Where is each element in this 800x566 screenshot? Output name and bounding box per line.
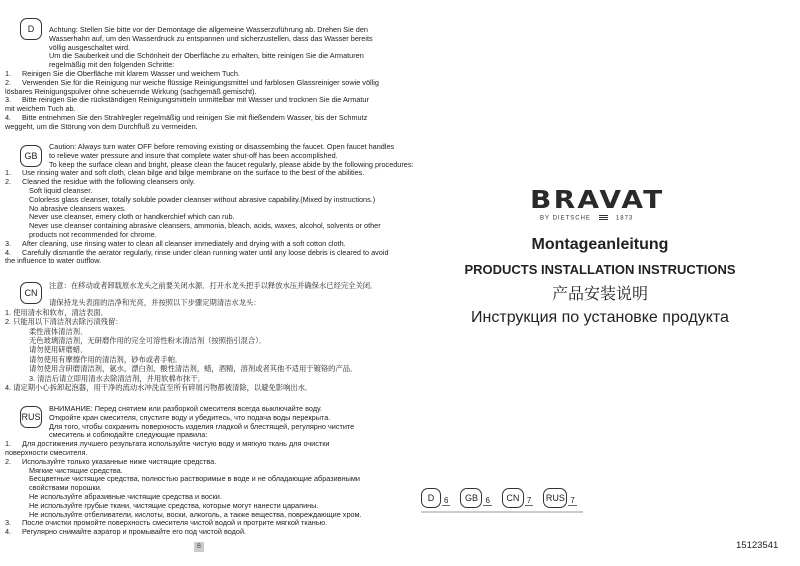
- title-en: PRODUCTS INSTALLATION INSTRUCTIONS: [464, 262, 736, 277]
- index-badge-rus: RUS: [543, 488, 567, 508]
- index-badge-cn: CN: [502, 488, 524, 508]
- text-line: Бесцветные чистящие средства, полностью растворимые в воде и не обладающие абразивными: [29, 474, 360, 484]
- brand-tagline-right: 1873: [615, 215, 634, 222]
- text-line: 4. Регулярно снимайте аэратор и промывайте его под чистой водой.: [5, 527, 247, 537]
- text-line: 3. Bitte reinigen Sie die rückständigen Reinigungsmitteln unmittelbar mit Wasser und trocknen Sie die Armatur: [5, 95, 369, 105]
- text-line: 3. 清洁后请立即用清水去除清洁剂，并用软棉布抹干．: [29, 373, 205, 383]
- text-line: 请保持龙头表面的洁净和光亮，并按照以下步骤定期清洁水龙头：: [49, 298, 261, 308]
- text-line: 4. Carefully dismantle the aerator regularly, rinse under clean running water until any loose debris is cleared to avoid: [5, 247, 389, 257]
- text-line: 注意：在移动或者卸载原水龙头之前要关闭水源．打开水龙头把手以释放水压并确保水已经完全关闭．: [49, 281, 378, 290]
- text-line: Colorless glass cleanser, totally soluble powder cleanser without abrasive capability.(Mixed by instructions.): [29, 194, 376, 204]
- title-de: Montageanleitung: [531, 236, 669, 253]
- text-line: Never use cleanser, emery cloth or handkerchief which can rub.: [29, 212, 235, 222]
- text-line: Achtung: Stellen Sie bitte vor der Demontage die allgemeine Wasserzuführung ab. Drehen Sie den: [49, 25, 368, 34]
- language-index: [421, 488, 579, 508]
- text-line: To keep the surface clean and bright, please clean the faucet regularly, please abide by the following procedures:: [49, 159, 414, 169]
- text-line: 柔性液体清洁剂．: [29, 326, 88, 336]
- divider: [421, 511, 583, 513]
- index-page-cn: 7: [526, 495, 532, 505]
- text-line: the influence to water outflow.: [5, 256, 102, 266]
- text-line: свойствами порошки.: [29, 483, 102, 493]
- text-line: 1. Reinigen Sie die Oberfläche mit klarem Wasser und weichem Tuch.: [5, 69, 240, 78]
- text-line: 4. Bitte entnehmen Sie den Strahlregler regelmäßig und reinigen Sie mit fließendem Wasser, bis der Schmutz: [5, 113, 368, 122]
- text-line: völlig ausgeschaltet wird.: [49, 42, 131, 52]
- text-line: 请勿使用有摩擦作用的清洁剂，砂布或者手帕．: [29, 354, 183, 364]
- text-line: Мягкие чистящие средства.: [29, 465, 123, 475]
- text-line: Um die Sauberkeit und die Schönheit der Oberfläche zu erhalten, bitte reinigen Sie die Armaturen: [49, 51, 364, 61]
- text-line: Не используйте грубые ткани, чистящие средства, которые могут нанести царапины.: [29, 500, 319, 510]
- text-line: 请勿使用含研磨清洁剂，氨水，漂白剂，酸性清洁剂，蜡，酒精，溶剂或者其他不适用于镀铬的产品．: [29, 364, 358, 374]
- title-ru: Инструкция по установке продукта: [471, 309, 729, 326]
- text-line: 4. 请定期小心拆卸起泡器，用干净的流动水冲洗直至所有碎屑污物都被清除，以避免影响出水．: [5, 383, 313, 392]
- text-line: 2. Verwenden Sie für die Reinigung nur weiche flüssige Reinigungsmittel und farblosen Glassreiniger sowie völlig: [5, 77, 379, 87]
- text-line: смеситель и соблюдайте следующие правила:: [49, 430, 208, 440]
- text-line: Caution: Always turn water OFF before removing existing or disassembing the faucet. Open faucet handles: [49, 142, 395, 151]
- brand-logo: BRAVAT: [530, 185, 665, 214]
- index-badge-gb: GB: [460, 488, 482, 508]
- text-line: Откройте кран смесителя, спустите воду и убедитесь, что подача воды перекрыта.: [49, 412, 331, 422]
- text-line: 2. 只能用以下清洁剂去除污渍残留：: [5, 317, 123, 327]
- brand-tagline: [540, 215, 633, 222]
- text-line: 请勿使用研磨蜡．: [29, 345, 88, 355]
- text-line: regelmäßig mit den folgenden Schritte:: [49, 60, 175, 70]
- language-badge-cn: CN: [20, 282, 42, 304]
- page-number: 8: [194, 542, 204, 552]
- text-line: ВНИМАНИЕ: Перед снятием или разборкой смесителя всегда выключайте воду.: [49, 404, 323, 413]
- text-line: weggeht, um die Störung von dem Durchfluß zu vermeiden.: [5, 121, 198, 131]
- text-line: Не используйте отбеливатели, кислоты, воски, алкоголь, а также вещества, повреждающие хром.: [29, 509, 362, 519]
- text-line: поверхности смесителя.: [5, 448, 88, 457]
- text-line: No abrasive cleansers waxes.: [29, 203, 126, 213]
- title-cn: 产品安装说明: [551, 286, 648, 303]
- brand-mark-icon: [599, 215, 608, 221]
- text-line: mit weichem Tuch ab.: [5, 104, 76, 114]
- text-line: products not recommended for chrome.: [29, 230, 157, 239]
- brand-tagline-left: BY DIETSCHE: [540, 215, 591, 222]
- language-badge-d: D: [20, 18, 42, 40]
- text-line: 1. Use rinsing water and soft cloth, clean bilge and bilge membrane on the surface to the best of the abilities.: [5, 168, 365, 178]
- text-line: Soft liquid cleanser.: [29, 186, 93, 195]
- index-page-d: 6: [444, 495, 449, 505]
- text-line: 2. Используйте только указанные ниже чистящие средства.: [5, 456, 217, 466]
- index-page-rus: 7: [570, 495, 575, 505]
- product-code: 15123541: [736, 540, 779, 551]
- text-line: Для того, чтобы сохранить поверхность изделия гладкой и блестящей, регулярно чистите: [49, 421, 355, 431]
- index-page-gb: 6: [485, 495, 490, 505]
- text-line: 3. After cleaning, use rinsing water to clean all cleanser immediately and drying with a soft cotton cloth.: [5, 238, 346, 248]
- text-line: to relieve water pressure and insure that complete water shut-off has been accomplished.: [49, 150, 338, 160]
- language-badge-rus: RUS: [20, 406, 42, 428]
- index-badge-d: D: [421, 488, 441, 508]
- text-line: 1. 使用清水和软布，清洁表面．: [5, 307, 108, 317]
- text-line: 无色玻璃清洁剂，无研磨作用的完全可溶性粉末清洁剂（按照指引混合）．: [29, 336, 267, 345]
- text-line: 1. Для достижения лучшего результата используйте чистую воду и мягкую ткань для очистки: [5, 439, 330, 449]
- text-line: Wasserhahn auf, um den Wasserdruck zu entspannen und sicherzustellen, dass das Wasser bereits: [49, 33, 373, 43]
- text-line: Never use cleanser containing abrasive cleansers, ammonia, bleach, acids, waxes, alcohol, solvents or other: [29, 221, 381, 231]
- text-line: 3. После очистки промойте поверхность смесителя чистой водой и протрите мягкой тканью.: [5, 518, 328, 528]
- text-line: Не используйте абразивные чистящие средства и воски.: [29, 492, 222, 501]
- language-badge-gb: GB: [20, 145, 42, 167]
- text-line: lösbares Reinigungspulver ohne scheuernde Wirkung (sachgemäß gemischt).: [5, 86, 257, 96]
- text-line: 2. Cleaned the residue with the following cleansers only.: [5, 177, 196, 187]
